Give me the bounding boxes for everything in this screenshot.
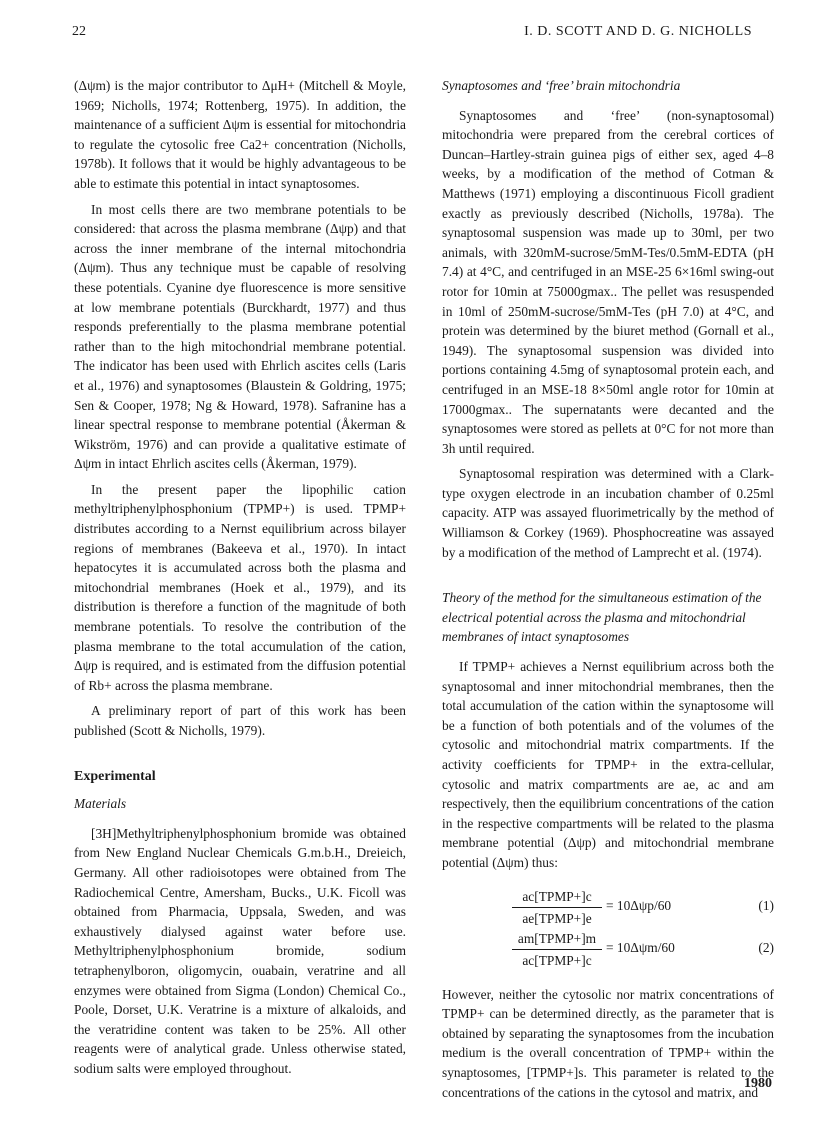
- equation-1-number: (1): [758, 897, 774, 913]
- theory-paragraph-2: However, neither the cytosolic nor matrix concentrations of TPMP+ can be determined directly, as the parameter that is obtained by separating the synaptosomes from the incubation medium is the overall concentration of TPMP+ within the synaptosomes, [TPMP+]s. This parameter is related to the concentrations of the cations in the cytosol and matrix, and: [442, 986, 774, 1100]
- theory-paragraph-1: If TPMP+ achieves a Nernst equilibrium across both the synaptosomal and inner mitochondrial membranes, then the total accumulation of the cation within the synaptosome will be a function of both potentials and of the volumes of the cytosolic and mitochondrial matrix compartments. If the activity coefficients for TPMP+ in the extra-cellular, cytosolic and matrix compartments are ae, ac and am respectively, then the equilibrium concentrations of the cation in the respective compartments will be related to the plasma membrane potential (Δψp) and mitochondrial membrane potential (Δψm) thus:: [442, 659, 774, 870]
- subsection-heading-materials: Materials: [74, 796, 127, 812]
- equation-2-number: (2): [758, 939, 774, 955]
- materials-paragraph: [3H]Methyltriphenylphosphonium bromide was obtained from New England Nuclear Chemicals G.m.b.H., Dreieich, Germany. All other radioisotopes were obtained from The Radiochemical Centre, Amersham, Bucks., U.K. Ficoll was obtained from Pharmacia, Uppsala, Sweden, and was exhaustively dialysed against water before use. Methyltriphenylphosphonium bromide, sodium tetraphenylboron, oligomycin, ouabain, veratrine and all enzymes were obtained from Sigma (London) Chemical Co., Poole, Dorset, U.K. Veratrine is a mixture of alkaloids, and the veratridine content was taken to be 25%. All other reagents were of analytical grade. Unless otherwise stated, sodium salts were employed throughout.: [74, 825, 406, 1076]
- running-header: [72, 24, 752, 44]
- equation-2: [442, 929, 774, 971]
- section-heading-experimental: Experimental: [74, 768, 156, 784]
- equation-spacer: [442, 971, 774, 985]
- page-number: 22: [72, 24, 86, 39]
- subsection-heading-theory: Theory of the method for the simultaneous estimation of the electrical potential across the plasma and mitochondrial membranes of intact synaptosomes: [442, 590, 762, 645]
- synaptosomes-paragraph-1: Synaptosomes and ‘free’ (non-synaptosomal) mitochondria were prepared from the cerebral cortices of Duncan–Hartley-strain guinea pigs of either sex, aged 4–8 weeks, by a modification of the method of Cotman & Matthews (1971) employing a discontinuous Ficoll gradient exactly as previously described (Nicholls, 1978a). The synaptosomal suspension was made up to 30ml, per two animals, with 320mM-sucrose/5mM-Tes/0.5mM-EDTA (pH 7.4) at 4°C, and centrifuged in an MSE-25 6×16ml swing-out rotor for 10min at 75000gmax.. The pellet was resuspended in 10ml of 250mM-sucrose/5mM-Tes (pH 7.0) at 4°C, and protein was determined by the biuret method (Gornall et al., 1949). The synaptosomal suspension was divided into portions containing 4.5mg of synaptosomal protein each, and centrifuged in an MSE-18 8×50ml angle rotor for 10min at 17000gmax.. The supernatants were decanted and the synaptosomes were stored as pellets at 0°C for not more than 3h until required.: [442, 107, 774, 456]
- section-spacer: [442, 562, 774, 588]
- intro-paragraph-3: In the present paper the lipophilic cation methyltriphenylphosphonium (TPMP+) is used. TPMP+ distributes according to a Nernst equilibrium across bilayer regions of membranes (Bakeeva et al., 1970). In intact hepatocytes it is accumulated across both the plasma and mitochondrial membranes (Hoek et al., 1979), and its distribution is therefore a function of the magnitude of both membrane potentials. To resolve the contribution of the plasma membrane to the total accumulation of the cation, Δψp is required, and is estimated from the diffusion potential of Rb+ across the plasma membrane.: [74, 481, 406, 693]
- equation-spacer: [442, 873, 774, 887]
- equation-2-fraction: [512, 929, 602, 971]
- intro-paragraph-2: In most cells there are two membrane potentials to be considered: that across the plasma membrane (Δψp) and that across the inner membrane of the internal mitochondria (Δψm). Thus any technique must be capable of resolving these potentials. Cyanine dye fluorescence is more sensitive at low membrane potentials (Burckhardt, 1977) and thus responds preferentially to the plasma membrane potential rather than to the high mitochondrial membrane potential. The indicator has been used with Ehrlich ascites cells (Laris et al., 1976) and synaptosomes (Blaustein & Goldring, 1975; Sen & Cooper, 1978; Ng & Howard, 1978). Safranine has a linear spectral response to membrane potential (Åkerman & Wikström, 1976) and can provide a qualitative estimate of Δψm in intact Ehrlich ascites cells (Åkerman, 1979).: [74, 201, 406, 472]
- intro-paragraph-1: (Δψm) is the major contributor to ΔμH+ (Mitchell & Moyle, 1969; Nicholls, 1974; Rottenberg, 1975). In addition, the maintenance of a sufficient Δψm is essential for mitochondria to regulate the cytosolic free Ca2+ concentration (Nicholls, 1978b). It follows that it would be highly advantageous to be able to estimate this potential in intact synaptosomes.: [74, 78, 406, 191]
- left-column: [74, 76, 406, 1079]
- running-head-authors: I. D. SCOTT AND D. G. NICHOLLS: [524, 24, 752, 39]
- equation-2-numerator: am[TPMP+]m: [512, 929, 602, 951]
- synaptosomes-paragraph-2: Synaptosomal respiration was determined with a Clark-type oxygen electrode in an incubation chamber of 0.25ml capacity. ATP was assayed fluorimetrically by the method of Williamson & Corkey (1969). Phosphocreatine was assayed by a modification of the method of Lamprecht et al. (1974).: [442, 466, 774, 560]
- equation-2-denominator: ac[TPMP+]c: [522, 953, 592, 969]
- section-spacer: [74, 741, 406, 767]
- equation-1-fraction: [512, 887, 602, 929]
- equation-1-rhs: = 10Δψp/60: [606, 897, 672, 913]
- equation-2-rhs: = 10Δψm/60: [606, 939, 675, 955]
- subsection-heading-synaptosomes: Synaptosomes and ‘free’ brain mitochondria: [442, 78, 681, 93]
- equation-1: [442, 887, 774, 929]
- intro-paragraph-4: A preliminary report of part of this work has been published (Scott & Nicholls, 1979).: [74, 703, 406, 738]
- right-column: [442, 76, 774, 1102]
- footer-year: 1980: [744, 1076, 772, 1091]
- equation-1-denominator: ae[TPMP+]e: [522, 911, 592, 927]
- equation-1-numerator: ac[TPMP+]c: [512, 887, 602, 909]
